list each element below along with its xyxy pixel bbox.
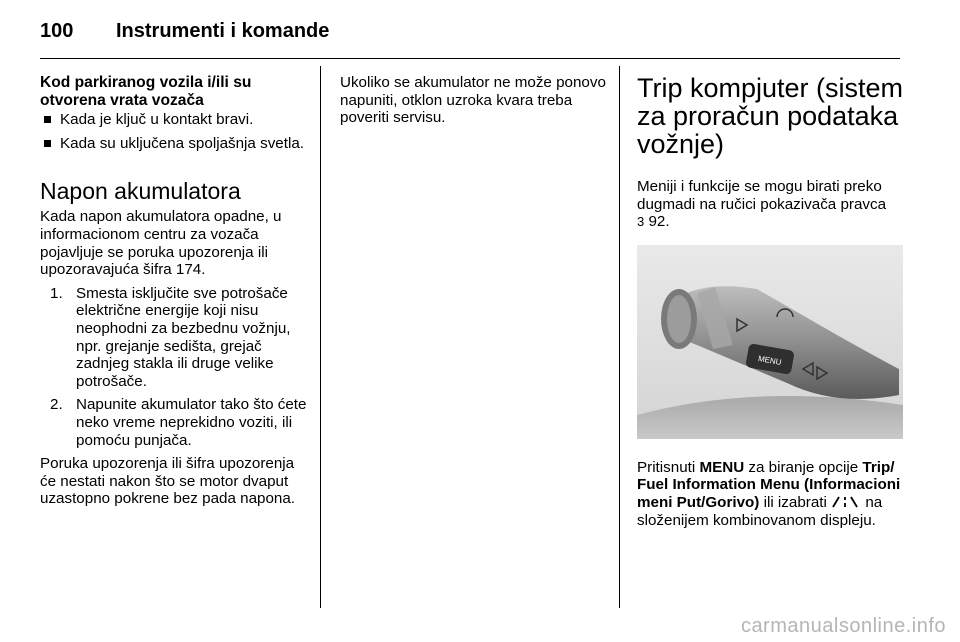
section-heading-battery: Napon akumulatora xyxy=(40,178,241,205)
column-divider-1 xyxy=(320,66,321,608)
page-header xyxy=(40,18,900,59)
numbered-steps xyxy=(40,285,308,449)
page-number: 100 xyxy=(40,20,74,42)
step-text: Napunite akumulator tako što ćete neko vreme neprekidno voziti, ili pomoću punjača. xyxy=(76,396,307,449)
step-number: 1. xyxy=(50,284,63,302)
column-left xyxy=(40,74,308,508)
trip-fuel-icon xyxy=(831,494,861,511)
step-number: 2. xyxy=(50,396,63,414)
text-run: na složenijem kombinovanom displeju. xyxy=(637,493,883,529)
bullet-square-icon xyxy=(44,140,51,147)
paragraph: Ukoliko se akumulator ne može ponovo napuniti, otklon uzroka kvara treba poveriti servisu. xyxy=(340,74,606,127)
list-item xyxy=(40,111,308,129)
menu-option-term: Trip/ Fuel Information Menu (Informacioni meni Put/Gorivo) xyxy=(637,458,901,511)
page-ref-icon: 3 xyxy=(637,214,645,230)
list-item-text: Kada je ključ u kontakt bravi. xyxy=(60,111,254,129)
list-item-text: Kada su uključena spoljašnja svetla. xyxy=(60,134,304,152)
menu-term: MENU xyxy=(699,458,745,476)
text-run: za biranje opcije xyxy=(744,458,863,476)
section-heading-trip-computer: Trip kompjuter (sistem za proračun podataka vožnje) xyxy=(637,73,904,159)
column-right xyxy=(637,74,905,529)
paragraph-text: Meniji i funkcije se mogu birati preko dugmadi na ručici pokazivača pravca xyxy=(637,178,887,213)
list-item xyxy=(40,135,308,153)
page-ref-number: 92. xyxy=(648,213,670,231)
paragraph: Kada napon akumulatora opadne, u informacionom centru za vozača pojavljuje se poruka upozorenja ili upozoravajuća šifra 174. xyxy=(40,208,282,279)
list-item xyxy=(40,396,308,449)
paragraph xyxy=(637,178,905,231)
bullet-list xyxy=(40,111,308,152)
page-title: Instrumenti i komande xyxy=(116,20,330,42)
bullet-square-icon xyxy=(44,116,51,123)
watermark: carmanualsonline.info xyxy=(740,615,946,637)
paragraph: Poruka upozorenja ili šifra upozorenja će nestati nakon što se motor dvaput uzastopno pokrene bez pada napona. xyxy=(40,455,296,508)
stalk-figure xyxy=(637,245,903,439)
column-divider-2 xyxy=(619,66,620,608)
section-heading-parked: Kod parkiranog vozila i/ili su otvorena vrata vozača xyxy=(40,74,252,109)
list-item xyxy=(40,285,308,391)
paragraph xyxy=(637,459,905,529)
step-text: Smesta isključite sve potrošače električne energije koji nisu neophodni za bezbednu vožnju, npr. grejanje sedišta, grejač zadnjeg stakla ili druge velike potrošače. xyxy=(76,284,291,390)
column-middle xyxy=(340,74,610,127)
menu-button-label: MENU xyxy=(757,353,783,367)
text-run: ili izabrati xyxy=(759,493,832,511)
text-run: Pritisnuti xyxy=(637,458,700,476)
